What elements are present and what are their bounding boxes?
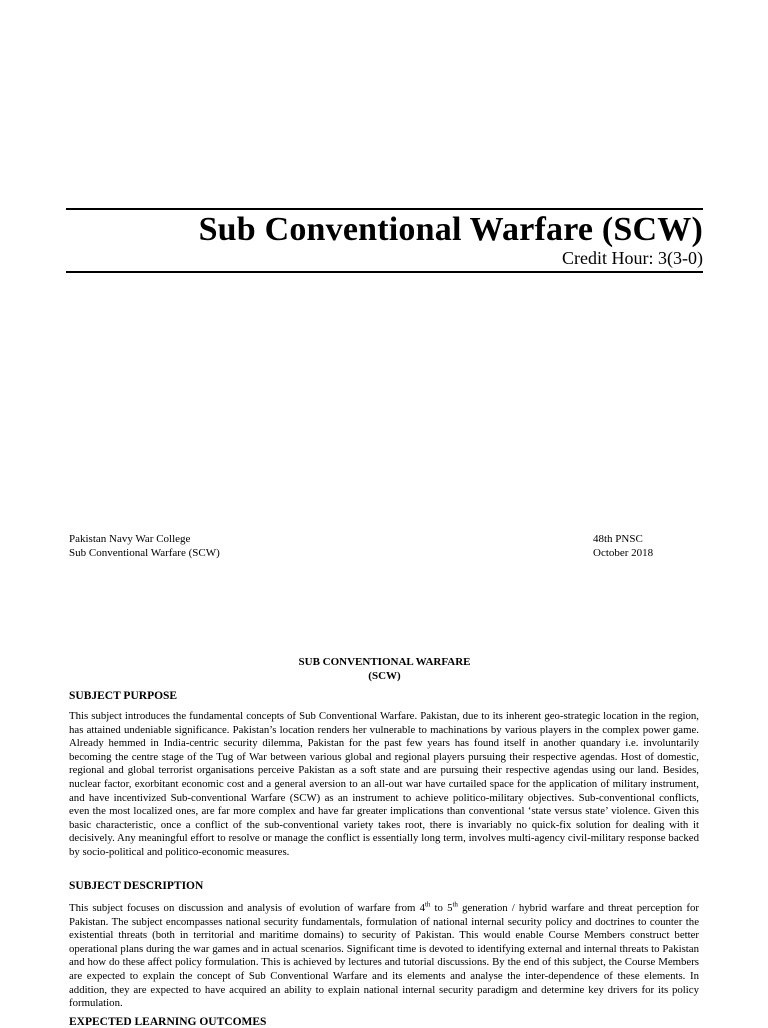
subject-description-paragraph — [69, 902, 699, 1011]
title-bottom-rule — [66, 271, 703, 273]
subject-purpose-heading: SUBJECT PURPOSE — [69, 690, 178, 702]
section-abbreviation: (SCW) — [368, 670, 401, 682]
section-title — [66, 655, 703, 683]
meta-left-block — [69, 532, 220, 560]
institution-name: Pakistan Navy War College — [69, 533, 191, 545]
course-name: 48th PNSC — [593, 533, 643, 545]
expected-learning-outcomes-heading: EXPECTED LEARNING OUTCOMES — [69, 1016, 267, 1028]
subject-name: Sub Conventional Warfare (SCW) — [69, 547, 220, 559]
subject-purpose-paragraph: This subject introduces the fundamental concepts of Sub Conventional Warfare. Pakistan, due to its inherent geo-strategic location in the region, has attained undeniable significance. Pakistan’s location renders her vulnerable to machinations by various players in the complex power game. Already hemmed in India-centric security dilemma, Pakistan for the past few years has found itself in another quandary i.e. involuntarily becoming the centre stage of the Tug of War between various global and regional players pursuing their respective agendas. Host of domestic, regional and global terrorist organisations perceive Pakistan as a soft state and are pursuing their respective agendas using our land. Besides, nuclear factor, exorbitant economic cost and a general aversion to an all-out war have curtailed space for the application of military instrument, and have incentivized Sub-conventional Warfare (SCW) as an instrument to achieve politico-military objectives. Sub-conventional conflicts, even the most localized ones, are far more complex and have far greater implications than conventional ‘state versus state’ violence. Given this basic characteristic, once a conflict of the sub-conventional variety takes root, there is invariably no quick-fix solution for dealing with it decisively. Any meaningful effort to resolve or manage the conflict is essentially long term, involves multi-agency civil-military response backed by socio-political and politico-economic measures. — [69, 710, 699, 858]
meta-right-block — [593, 532, 653, 560]
document-date: October 2018 — [593, 547, 654, 559]
section-title-line: SUB CONVENTIONAL WARFARE — [298, 656, 471, 668]
title-top-rule — [66, 208, 703, 210]
document-title: Sub Conventional Warfare (SCW) — [198, 211, 703, 248]
subject-description-heading: SUBJECT DESCRIPTION — [69, 880, 204, 892]
superscript: th — [452, 900, 458, 909]
description-text-part: This subject focuses on discussion and analysis of evolution of warfare from 4 — [69, 902, 425, 914]
credit-hour: Credit Hour: 3(3-0) — [562, 248, 703, 268]
description-text-part: to 5 — [430, 902, 453, 914]
superscript: th — [424, 900, 431, 909]
description-text-part: generation / hybrid warfare and threat perception for Pakistan. The subject encompasses national security fundamentals, formulation of national internal security policy and doctrines to counter the existential threats (both in territorial and maritime domains) to security of Pakistan. This would enable Course Members construct better operational plans during the war games and in actual scenarios. Significant time is devoted to identifying external and internal threats to Pakistan and how do these affect policy formulation. This is achieved by lectures and tutorial discussions. By the end of this subject, the Course Members are expected to explain the concept of Sub Conventional Warfare and its elements and analyse the inter-dependence of these elements. In addition, they are expected to have acquired an ability to explain national internal security paradigm and determine key drivers for its policy formulation. — [69, 902, 699, 1010]
